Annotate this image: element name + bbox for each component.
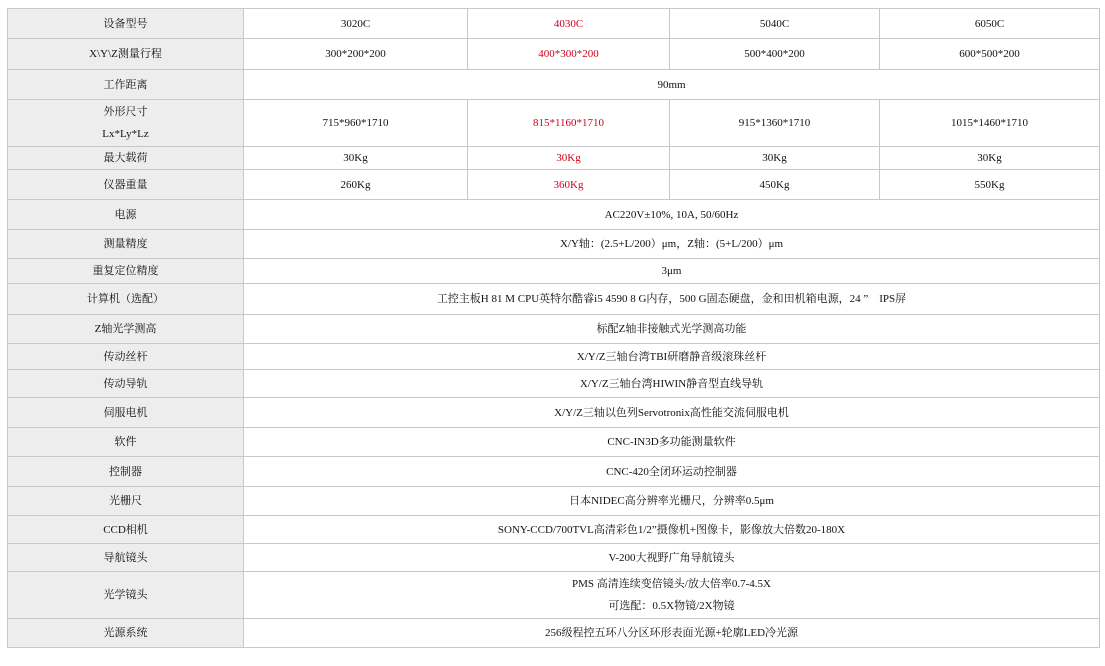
servo-value: X/Y/Z三轴以色列Servotronix高性能交流伺服电机: [244, 398, 1100, 428]
row-z-optic: [8, 315, 1100, 344]
travel-value: 600*500*200: [880, 39, 1100, 70]
weight-value: 260Kg: [244, 170, 468, 200]
row-computer: [8, 284, 1100, 315]
label-z-optic: Z轴光学测高: [8, 315, 244, 344]
size-value: 915*1360*1710: [670, 100, 880, 147]
travel-value: 300*200*200: [244, 39, 468, 70]
optic-lens-value: [244, 572, 1100, 619]
screw-value: X/Y/Z三轴台湾TBI研磨静音级滚珠丝杆: [244, 344, 1100, 370]
row-nav-lens: [8, 544, 1100, 572]
software-value: CNC-IN3D多功能测量软件: [244, 428, 1100, 457]
row-ccd: [8, 516, 1100, 544]
row-weight: [8, 170, 1100, 200]
row-light: [8, 619, 1100, 648]
z-optic-value: 标配Z轴非接触式光学测高功能: [244, 315, 1100, 344]
row-max-load: [8, 147, 1100, 170]
row-software: [8, 428, 1100, 457]
row-controller: [8, 457, 1100, 487]
label-accuracy: 测量精度: [8, 230, 244, 259]
weight-value: 360Kg: [468, 170, 670, 200]
label-light: 光源系统: [8, 619, 244, 648]
optic-lens-line2: 可选配：0.5X物镜/2X物镜: [608, 600, 735, 612]
row-servo: [8, 398, 1100, 428]
label-power: 电源: [8, 200, 244, 230]
label-repeat-accuracy: 重复定位精度: [8, 259, 244, 284]
model-5040c: 5040C: [670, 9, 880, 39]
row-power: [8, 200, 1100, 230]
accuracy-value: X/Y轴：(2.5+L/200）μm，Z轴：(5+L/200）μm: [244, 230, 1100, 259]
row-size: [8, 100, 1100, 147]
label-grating: 光栅尺: [8, 487, 244, 516]
weight-value: 450Kg: [670, 170, 880, 200]
computer-value: 工控主板H 81 M CPU英特尔酷睿i5 4590 8 G内存，500 G固态硬盘，金和田机箱电源，24 ” IPS屏: [244, 284, 1100, 315]
row-repeat-accuracy: [8, 259, 1100, 284]
travel-value: 400*300*200: [468, 39, 670, 70]
row-travel: [8, 39, 1100, 70]
label-weight: 仪器重量: [8, 170, 244, 200]
rail-value: X/Y/Z三轴台湾HIWIN静音型直线导轨: [244, 370, 1100, 398]
light-value: 256级程控五环八分区环形表面光源+轮廓LED冷光源: [244, 619, 1100, 648]
controller-value: CNC-420全闭环运动控制器: [244, 457, 1100, 487]
label-optic-lens: 光学镜头: [8, 572, 244, 619]
model-3020c: 3020C: [244, 9, 468, 39]
max-load-value: 30Kg: [880, 147, 1100, 170]
label-servo: 伺服电机: [8, 398, 244, 428]
power-value: AC220V±10%, 10A, 50/60Hz: [244, 200, 1100, 230]
spec-table: [7, 8, 1100, 648]
model-4030c: 4030C: [468, 9, 670, 39]
label-controller: 控制器: [8, 457, 244, 487]
label-work-distance: 工作距离: [8, 70, 244, 100]
row-optic-lens: [8, 572, 1100, 619]
max-load-value: 30Kg: [670, 147, 880, 170]
row-accuracy: [8, 230, 1100, 259]
row-work-distance: [8, 70, 1100, 100]
label-computer: 计算机（选配）: [8, 284, 244, 315]
size-value: 1015*1460*1710: [880, 100, 1100, 147]
label-model: 设备型号: [8, 9, 244, 39]
optic-lens-line1: PMS 高清连续变倍镜头/放大倍率0.7-4.5X: [572, 578, 771, 590]
label-max-load: 最大载荷: [8, 147, 244, 170]
label-rail: 传动导轨: [8, 370, 244, 398]
label-nav-lens: 导航镜头: [8, 544, 244, 572]
travel-value: 500*400*200: [670, 39, 880, 70]
row-rail: [8, 370, 1100, 398]
label-screw: 传动丝杆: [8, 344, 244, 370]
repeat-accuracy-value: 3μm: [244, 259, 1100, 284]
row-screw: [8, 344, 1100, 370]
size-value: 815*1160*1710: [468, 100, 670, 147]
label-size-line2: Lx*Ly*Lz: [102, 128, 149, 140]
label-travel: X\Y\Z测量行程: [8, 39, 244, 70]
label-ccd: CCD相机: [8, 516, 244, 544]
work-distance-value: 90mm: [244, 70, 1100, 100]
weight-value: 550Kg: [880, 170, 1100, 200]
label-size-line1: 外形尺寸: [103, 106, 148, 118]
grating-value: 日本NIDEC高分辨率光栅尺，分辨率0.5μm: [244, 487, 1100, 516]
ccd-value: SONY-CCD/700TVL高清彩色1/2”摄像机+图像卡，影像放大倍数20-180X: [244, 516, 1100, 544]
label-size: [8, 100, 244, 147]
row-grating: [8, 487, 1100, 516]
label-software: 软件: [8, 428, 244, 457]
model-6050c: 6050C: [880, 9, 1100, 39]
nav-lens-value: V-200大视野广角导航镜头: [244, 544, 1100, 572]
size-value: 715*960*1710: [244, 100, 468, 147]
row-model: [8, 9, 1100, 39]
max-load-value: 30Kg: [468, 147, 670, 170]
max-load-value: 30Kg: [244, 147, 468, 170]
